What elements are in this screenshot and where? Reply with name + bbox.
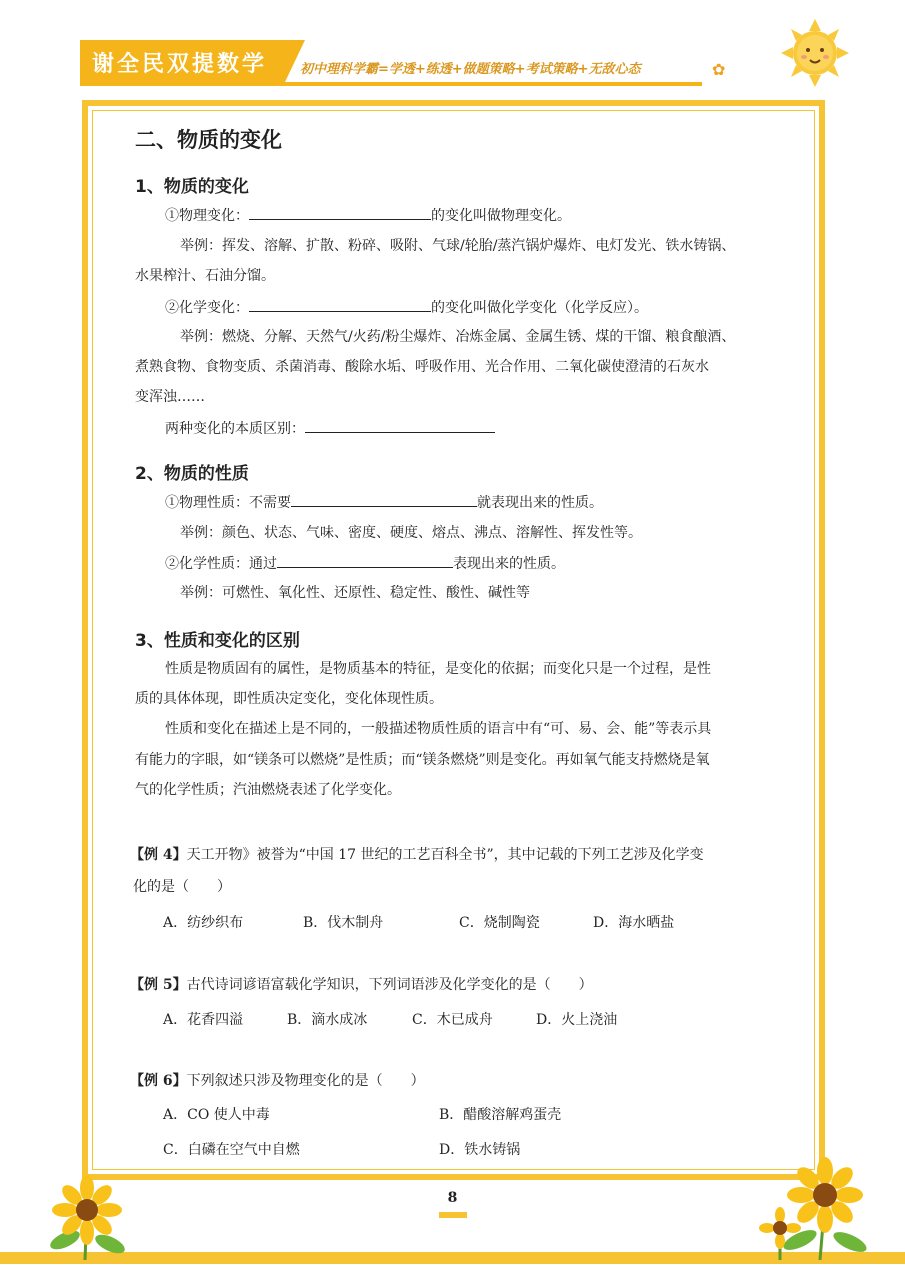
example-4-option-d[interactable]: D．海水晒盐 xyxy=(593,915,675,931)
example-4-question-text: 天工开物》被誉为“中国 17 世纪的工艺百科全书”，其中记载的下列工艺涉及化学变 xyxy=(186,847,704,863)
chem-change-suffix: 的变化叫做化学变化（化学反应）。 xyxy=(431,300,648,316)
example-5-option-b[interactable]: B．滴水成冰 xyxy=(287,1012,368,1028)
example-5-option-d[interactable]: D．火上浇油 xyxy=(536,1012,618,1028)
phys-change-examples-1: 举例：挥发、溶解、扩散、粉碎、吸附、气球/轮胎/蒸汽锅炉爆炸、电灯发光、铁水铸锅、 xyxy=(180,238,736,254)
chem-change-examples-3: 变浑浊…… xyxy=(135,389,205,405)
chem-property-suffix: 表现出来的性质。 xyxy=(453,556,565,572)
example-6-option-b[interactable]: B．醋酸溶解鸡蛋壳 xyxy=(439,1107,562,1123)
sub3-para2-line1: 性质和变化在描述上是不同的，一般描述物质性质的语言中有“可、易、会、能”等表示具 xyxy=(165,721,712,737)
example-5-question-text: 古代诗词谚语富载化学知识，下列词语涉及化学变化的是（ ） xyxy=(186,977,593,993)
phys-change-line xyxy=(165,205,571,226)
chem-change-line xyxy=(165,297,648,318)
chem-change-label: ②化学变化： xyxy=(165,300,249,316)
phys-property-label: ①物理性质：不需要 xyxy=(165,495,291,511)
example-5-option-c[interactable]: C．木已成舟 xyxy=(412,1012,493,1028)
header-slogan: 初中理科学霸=学透+练透+做题策略+考试策略+无敌心态 xyxy=(300,62,641,77)
essence-label: 两种变化的本质区别： xyxy=(165,421,305,437)
example-4-tag: 【例 4】 xyxy=(130,847,187,863)
example-6-question-text: 下列叙述只涉及物理变化的是（ ） xyxy=(186,1073,425,1089)
example-5-question xyxy=(130,975,593,995)
phys-change-blank[interactable] xyxy=(249,205,431,220)
chem-property-examples: 举例：可燃性、氧化性、还原性、稳定性、酸性、碱性等 xyxy=(180,585,530,601)
example-5-option-a[interactable]: A．花香四溢 xyxy=(163,1012,244,1028)
sub2-heading: 2、物质的性质 xyxy=(135,464,249,484)
example-4-question-cont: 化的是（ ） xyxy=(133,879,231,895)
sub3-para2-line3: 气的化学性质；汽油燃烧表述了化学变化。 xyxy=(135,782,401,798)
essence-blank[interactable] xyxy=(305,418,495,433)
header-underline xyxy=(80,82,702,86)
page-number: 8 xyxy=(447,1190,458,1206)
chem-change-examples-2: 煮熟食物、食物变质、杀菌消毒、酸除水垢、呼吸作用、光合作用、二氧化碳使澄清的石灰水 xyxy=(135,359,709,375)
sun-icon xyxy=(775,15,855,90)
brand-title: 谢全民双提数学 xyxy=(92,52,268,77)
phys-property-suffix: 就表现出来的性质。 xyxy=(477,495,603,511)
chem-change-blank[interactable] xyxy=(249,297,431,312)
phys-change-suffix: 的变化叫做物理变化。 xyxy=(431,208,571,224)
phys-change-examples-2: 水果榨汁、石油分馏。 xyxy=(135,268,275,284)
page-number-bar xyxy=(439,1212,467,1218)
example-4-option-b[interactable]: B．伐木制舟 xyxy=(303,915,384,931)
example-4-option-c[interactable]: C．烧制陶瓷 xyxy=(459,915,540,931)
sunflower-left-icon xyxy=(25,1170,145,1260)
example-6-question xyxy=(130,1071,425,1091)
example-4-option-a[interactable]: A．纺纱织布 xyxy=(163,915,244,931)
example-6-option-a[interactable]: A．CO 使人中毒 xyxy=(163,1107,270,1123)
example-6-option-d[interactable]: D．铁水铸锅 xyxy=(439,1142,521,1158)
example-5-tag: 【例 5】 xyxy=(130,977,187,993)
chem-change-examples-1: 举例：燃烧、分解、天然气/火药/粉尘爆炸、冶炼金属、金属生锈、煤的干馏、粮食酿酒、 xyxy=(180,329,736,345)
section-title: 二、物质的变化 xyxy=(135,128,282,152)
sub3-heading: 3、性质和变化的区别 xyxy=(135,631,300,651)
sub3-para1-line1: 性质是物质固有的属性，是物质基本的特征，是变化的依据；而变化只是一个过程，是性 xyxy=(165,661,711,677)
example-6-tag: 【例 6】 xyxy=(130,1073,187,1089)
example-4-question xyxy=(130,845,704,865)
sunflower-right-icon xyxy=(740,1150,890,1260)
flower-bullet-icon: ✿ xyxy=(712,60,726,79)
chem-property-blank[interactable] xyxy=(277,553,453,568)
phys-property-examples: 举例：颜色、状态、气味、密度、硬度、熔点、沸点、溶解性、挥发性等。 xyxy=(180,525,642,541)
chem-property-label: ②化学性质：通过 xyxy=(165,556,277,572)
essence-line xyxy=(165,418,495,439)
sub3-para1-line2: 质的具体体现，即性质决定变化，变化体现性质。 xyxy=(135,691,443,707)
example-6-option-c[interactable]: C．白磷在空气中自燃 xyxy=(163,1142,300,1158)
phys-change-label: ①物理变化： xyxy=(165,208,249,224)
phys-property-blank[interactable] xyxy=(291,492,477,507)
chem-property-line xyxy=(165,553,565,574)
phys-property-line xyxy=(165,492,603,513)
sub3-para2-line2: 有能力的字眼，如“镁条可以燃烧”是性质；而“镁条燃烧”则是变化。再如氧气能支持燃烧是氧 xyxy=(135,752,710,768)
sub1-heading: 1、物质的变化 xyxy=(135,177,249,197)
